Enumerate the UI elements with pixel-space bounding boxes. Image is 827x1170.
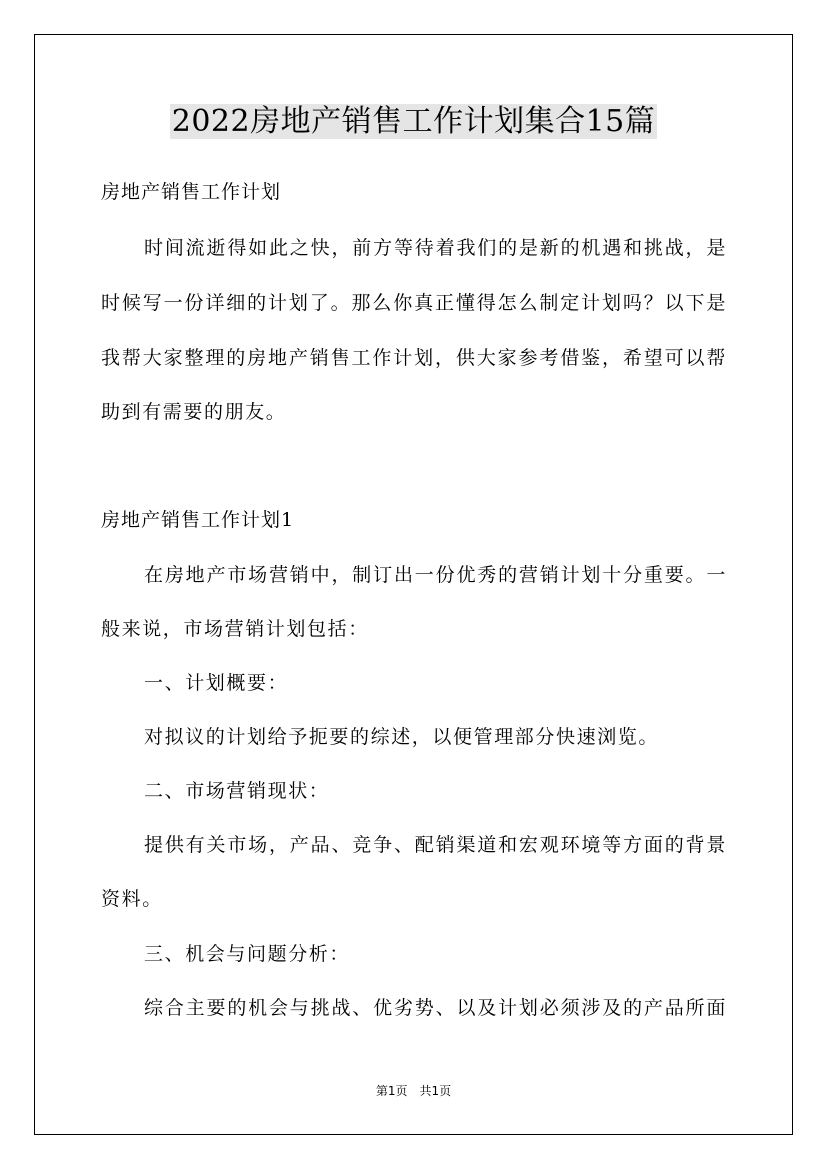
section-paragraph-line: 综合主要的机会与挑战、优劣势、以及计划必须涉及的产品所面: [144, 997, 727, 1019]
section-subheading: 一、计划概要：: [144, 672, 289, 694]
section-subheading: 三、机会与问题分析：: [144, 943, 351, 965]
document-title: [0, 100, 827, 144]
intro-paragraph-line: 时候写一份详细的计划了。那么你真正懂得怎么制定计划吗？以下是: [101, 292, 727, 314]
page-footer: 第1页 共1页: [375, 1084, 452, 1098]
section-paragraph-line: 在房地产市场营销中，制订出一份优秀的营销计划十分重要。一: [144, 564, 727, 586]
section-paragraph-line: 对拟议的计划给予扼要的综述，以便管理部分快速浏览。: [144, 726, 660, 748]
document-title-text: 2022房地产销售工作计划集合15篇: [171, 104, 656, 139]
intro-paragraph-line: 我帮大家整理的房地产销售工作计划，供大家参考借鉴，希望可以帮: [101, 347, 727, 369]
section-paragraph-line: 般来说，市场营销计划包括：: [101, 618, 369, 640]
section-paragraph-line: 资料。: [101, 888, 163, 910]
section-heading: 房地产销售工作计划1: [101, 509, 295, 531]
intro-paragraph-line: 助到有需要的朋友。: [101, 401, 287, 423]
section-subheading: 二、市场营销现状：: [144, 780, 330, 802]
intro-heading: 房地产销售工作计划: [101, 181, 282, 203]
section-paragraph-line: 提供有关市场，产品、竞争、配销渠道和宏观环境等方面的背景: [144, 834, 727, 856]
intro-paragraph-line: 时间流逝得如此之快，前方等待着我们的是新的机遇和挑战，是: [144, 237, 727, 259]
